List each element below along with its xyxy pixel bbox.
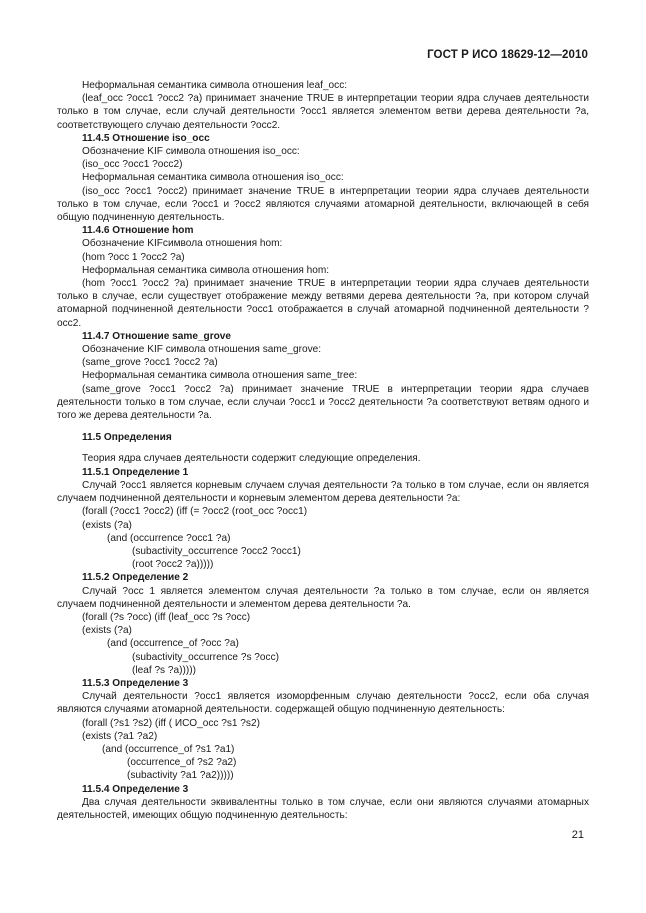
section-heading: 11.5.1 Определение 1 xyxy=(82,466,189,478)
code-line: (forall (?s ?occ) (iff (leaf_occ ?s ?occ) xyxy=(82,611,251,623)
code-line: (and (occurrence ?occ1 ?a) xyxy=(107,532,231,544)
paragraph: Неформальная семантика символа отношения iso_occ: xyxy=(82,172,344,184)
code-line: (subactivity_occurrence ?occ2 ?occ1) xyxy=(132,545,301,557)
code-line: (occurrence_of ?s2 ?a2) xyxy=(127,757,237,769)
document-body xyxy=(57,79,589,822)
paragraph: (iso_occ ?occ1 ?occ2) xyxy=(82,159,183,171)
code-line: (subactivity_occurrence ?s ?occ) xyxy=(132,651,279,663)
code-line: (subactivity ?a1 ?a2))))) xyxy=(127,770,234,782)
section-heading: 11.4.5 Отношение iso_occ xyxy=(82,132,210,144)
code-line: (exists (?a) xyxy=(82,519,132,531)
code-line: (forall (?occ1 ?occ2) (iff (= ?occ2 (root_occ ?occ1) xyxy=(82,506,308,518)
paragraph: Два случая деятельности эквивалентны только в том случае, если они являются случаями атомарных деятельностей, имеющих общую подчиненную деятельность: xyxy=(57,796,589,821)
paragraph: (hom ?occ1 ?occ2 ?a) принимает значение TRUE в интерпретации теории ядра случаев деятельности только в случае, если существует отображение между ветвями дерева деятельности ?a, при котором случай атомарной подчиненной деятельности ?occ1 отображается в случай атомарной подчиненной деятельности ?occ2. xyxy=(57,278,589,329)
code-line: (root ?occ2 ?a))))) xyxy=(132,559,214,571)
paragraph: (same_grove ?occ1 ?occ2 ?a) xyxy=(82,357,218,369)
section-heading: 11.4.7 Отношение same_grove xyxy=(82,330,232,342)
code-line: (exists (?a) xyxy=(82,625,132,637)
paragraph: Теория ядра случаев деятельности содержит следующие определения. xyxy=(82,453,421,465)
paragraph: (leaf_occ ?occ1 ?occ2 ?a) принимает значение TRUE в интерпретации теории ядра случаев деятельности только в том случае, если случай деятельности ?occ1 является элементом ветви дерева деятельности ?a, соответствующего случаю деятельности ?occ2. xyxy=(57,93,589,131)
section-heading: 11.5.2 Определение 2 xyxy=(82,572,189,584)
paragraph: (same_grove ?occ1 ?occ2 ?a) принимает значение TRUE в интерпретации теории ядра случаев деятельности только в том случае, если случаи ?occ1 и ?occ2 деятельности ?a соответствуют ветвям одного и того же дерева деятельности ?a. xyxy=(57,383,589,422)
paragraph: (iso_occ ?occ1 ?occ2) принимает значение TRUE в интерпретации теории ядра случаев деятельности только в том случае, если ?occ1 и ?occ2 являются случаями атомарной деятельности, включающей в себя общую подчиненную деятельность. xyxy=(57,185,589,224)
paragraph: (hom ?occ 1 ?occ2 ?a) xyxy=(82,251,185,263)
section-heading: 11.5.3 Определение 3 xyxy=(82,677,189,689)
code-line: (leaf ?s ?a))))) xyxy=(132,664,196,676)
paragraph: Неформальная семантика символа отношения same_tree: xyxy=(82,370,358,382)
document-header: ГОСТ Р ИСО 18629-12—2010 xyxy=(427,49,588,61)
paragraph: Обозначение KIFсимвола отношения hom: xyxy=(82,238,283,250)
code-line: (and (occurrence_of ?s1 ?a1) xyxy=(102,743,235,755)
paragraph: Обозначение KIF символа отношения iso_occ: xyxy=(82,146,300,158)
section-heading: 11.5 Определения xyxy=(82,432,172,444)
paragraph: Случай ?occ 1 является элементом случая деятельности ?a только в том случае, если он является случаем подчиненной деятельности и элементом дерева деятельности ?a. xyxy=(57,585,589,610)
paragraph: Случай деятельности ?occ1 является изоморфенным случаю деятельности ?occ2, если оба случая являются случаями атомарной деятельности. содержащей общую подчиненную деятельность: xyxy=(57,691,589,716)
section-heading: 11.5.4 Определение 3 xyxy=(82,783,189,795)
paragraph: Неформальная семантика символа отношения leaf_occ: xyxy=(82,80,348,91)
section-heading: 11.4.6 Отношение hom xyxy=(82,225,194,237)
code-line: (forall (?s1 ?s2) (iff ( ИСО_occ ?s1 ?s2) xyxy=(82,717,260,729)
page-number: 21 xyxy=(571,829,584,841)
paragraph: Неформальная семантика символа отношения hom: xyxy=(82,264,330,276)
paragraph: Обозначение KIF символа отношения same_grove: xyxy=(82,344,322,356)
code-line: (and (occurrence_of ?occ ?a) xyxy=(107,638,239,650)
paragraph: Случай ?occ1 является корневым случаем случая деятельности ?a только в том случае, если он является случаем подчиненной деятельности и корневым элементом дерева деятельности ?a: xyxy=(57,479,589,505)
code-line: (exists (?a1 ?a2) xyxy=(82,730,158,742)
